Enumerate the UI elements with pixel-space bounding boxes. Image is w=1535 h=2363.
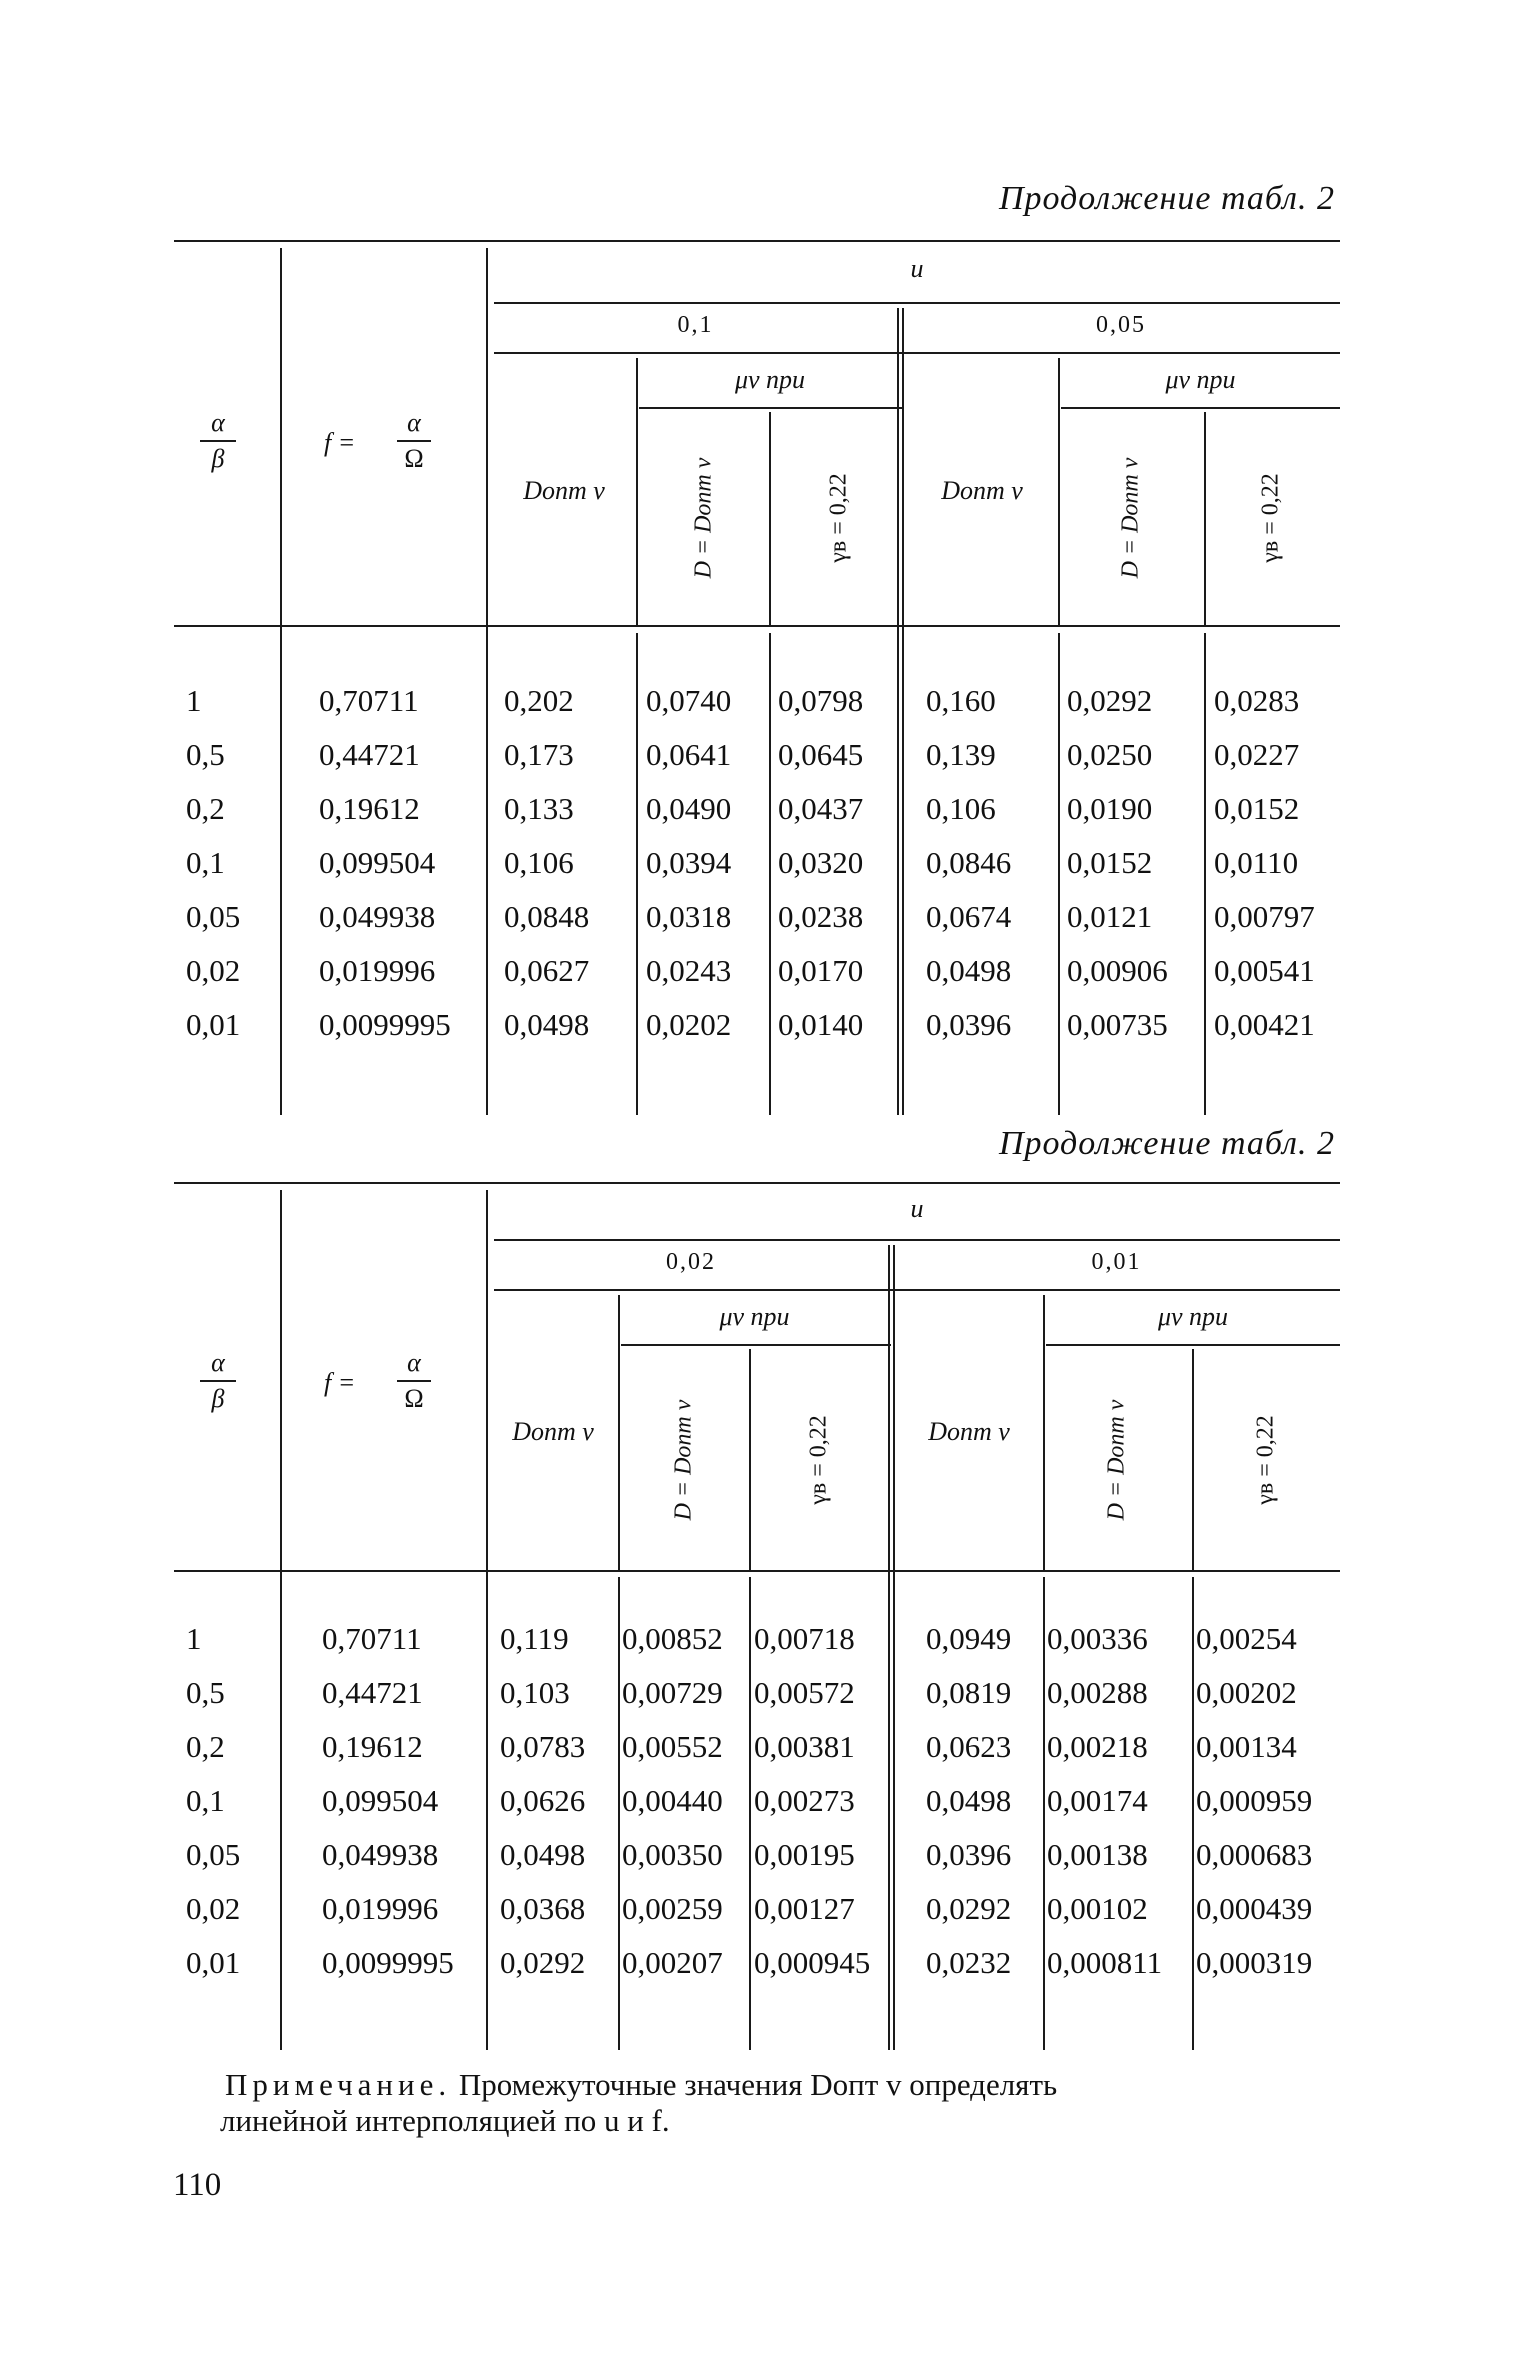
f-fraction: α Ω	[389, 410, 439, 472]
table-cell: 0,00102	[1047, 1891, 1148, 1926]
footnote-text: Промежуточные значения Dопт v определять	[458, 2067, 1058, 2102]
table-cell: 0,00202	[1196, 1675, 1297, 1710]
u-value-2: 0,01	[1091, 1249, 1142, 1275]
table-cell: 0,000811	[1047, 1945, 1163, 1980]
table-cell: 0,2	[186, 1729, 225, 1764]
table-cell: 0,0740	[646, 683, 732, 718]
table-caption: Продолжение табл. 2	[998, 180, 1335, 217]
table-cell: 0,70711	[319, 683, 419, 718]
sub-header-d: D = Dопт v	[690, 457, 717, 579]
footnote-label: Примечание.	[225, 2067, 452, 2102]
table-cell: 0,099504	[319, 845, 436, 880]
table-cell: 0,0292	[500, 1945, 586, 1980]
u-header: u	[910, 254, 924, 283]
table-cell: 0,000959	[1196, 1783, 1313, 1818]
table-cell: 0,02	[186, 1891, 241, 1926]
table-cell: 0,05	[186, 1837, 241, 1872]
sub-header-gamma: γв = 0,22	[825, 473, 852, 563]
table-cell: 0,00273	[754, 1783, 855, 1818]
table-cell: 0,00572	[754, 1675, 855, 1710]
table-cell: 0,106	[504, 845, 574, 880]
table-cell: 0,00541	[1214, 953, 1315, 988]
table-cell: 0,0498	[926, 953, 1012, 988]
table-cell: 0,0292	[1067, 683, 1153, 718]
table-cell: 0,106	[926, 791, 996, 826]
table-cell: 0,0140	[778, 1007, 864, 1042]
mu-header: μv при	[1157, 1302, 1229, 1331]
table-cell: 0,0396	[926, 1007, 1012, 1042]
table-cell: 0,0783	[500, 1729, 586, 1764]
table-cell: 0,00218	[1047, 1729, 1148, 1764]
table-cell: 0,0110	[1214, 845, 1299, 880]
table-cell: 0,0250	[1067, 737, 1153, 772]
table-cell: 0,160	[926, 683, 996, 718]
table-cell: 0,000319	[1196, 1945, 1313, 1980]
table-cell: 0,103	[500, 1675, 570, 1710]
table-cell: 0,00350	[622, 1837, 723, 1872]
footnote-line-1	[225, 2067, 1340, 2103]
table-cell: 0,000945	[754, 1945, 871, 1980]
dopt-header: Dопт v	[941, 476, 1023, 505]
table-cell: 0,00259	[622, 1891, 723, 1926]
table-cell: 0,1	[186, 845, 225, 880]
table-cell: 1	[186, 1621, 202, 1656]
table-cell: 0,00195	[754, 1837, 855, 1872]
table-cell: 0,00288	[1047, 1675, 1148, 1710]
table-cell: 0,0292	[926, 1891, 1012, 1926]
sub-header-d: D = Dопт v	[670, 1399, 697, 1521]
table-caption: Продолжение табл. 2	[998, 1125, 1335, 1162]
table-cell: 0,0202	[646, 1007, 732, 1042]
sub-header-gamma: γв = 0,22	[805, 1415, 832, 1505]
table-cell: 0,02	[186, 953, 241, 988]
table-cell: 0,00440	[622, 1783, 723, 1818]
f-header: f =	[324, 1368, 356, 1397]
table-cell: 0,0190	[1067, 791, 1153, 826]
table-cell: 0,0396	[926, 1837, 1012, 1872]
table-cell: 0,00174	[1047, 1783, 1148, 1818]
u-header: u	[910, 1194, 924, 1223]
u-value-1: 0,1	[677, 312, 714, 338]
table-cell: 0,0232	[926, 1945, 1012, 1980]
table-cell: 0,0490	[646, 791, 732, 826]
table-cell: 0,00797	[1214, 899, 1315, 934]
footnote-line-2: линейной интерполяцией по u и f.	[220, 2103, 670, 2138]
table-cell: 0,05	[186, 899, 241, 934]
sub-header-d: D = Dопт v	[1103, 1399, 1130, 1521]
table-cell: 0,0674	[926, 899, 1012, 934]
table-cell: 0,00852	[622, 1621, 723, 1656]
table-cell: 0,0627	[504, 953, 590, 988]
table-cell: 0,049938	[322, 1837, 439, 1872]
table-cell: 0,00138	[1047, 1837, 1148, 1872]
sub-header-d: D = Dопт v	[1117, 457, 1144, 579]
table-cell: 0,0645	[778, 737, 864, 772]
table-cell: 0,0170	[778, 953, 864, 988]
table-cell: 0,0798	[778, 683, 864, 718]
table-cell: 0,0848	[504, 899, 590, 934]
dopt-header: Dопт v	[523, 476, 605, 505]
table-cell: 0,00735	[1067, 1007, 1168, 1042]
table-cell: 0,2	[186, 791, 225, 826]
footnote	[220, 2067, 1340, 2139]
sub-header-gamma: γв = 0,22	[1257, 473, 1284, 563]
table-cell: 0,0394	[646, 845, 732, 880]
table-cell: 0,0152	[1214, 791, 1300, 826]
table-cell: 0,0283	[1214, 683, 1300, 718]
table-cell: 0,000439	[1196, 1891, 1313, 1926]
table-cell: 0,19612	[322, 1729, 423, 1764]
alpha-beta-header: α β	[188, 1350, 248, 1412]
f-header: f =	[324, 428, 356, 457]
table-cell: 0,1	[186, 1783, 225, 1818]
table-cell: 0,0498	[500, 1837, 586, 1872]
table-cell: 0,099504	[322, 1783, 439, 1818]
table-cell: 0,01	[186, 1007, 241, 1042]
dopt-header: Dопт v	[928, 1417, 1010, 1446]
table-cell: 0,44721	[319, 737, 420, 772]
table-cell: 0,0623	[926, 1729, 1012, 1764]
table-cell: 0,000683	[1196, 1837, 1313, 1872]
table-cell: 0,5	[186, 1675, 225, 1710]
mu-header: μv при	[719, 1302, 790, 1331]
f-fraction: α Ω	[389, 1350, 439, 1412]
u-value-2: 0,05	[1096, 312, 1146, 338]
mu-header: μv при	[1165, 365, 1236, 394]
table-cell: 0,00207	[622, 1945, 723, 1980]
table-cell: 0,173	[504, 737, 574, 772]
table-cell: 0,0437	[778, 791, 864, 826]
table-cell: 0,0152	[1067, 845, 1153, 880]
table-cell: 0,202	[504, 683, 574, 718]
table-cell: 0,00254	[1196, 1621, 1297, 1656]
table-cell: 0,0238	[778, 899, 864, 934]
table-cell: 0,139	[926, 737, 996, 772]
table-cell: 1	[186, 683, 202, 718]
table-cell: 0,049938	[319, 899, 436, 934]
table-cell: 0,0626	[500, 1783, 586, 1818]
table-cell: 0,0099995	[319, 1007, 451, 1042]
table-cell: 0,0121	[1067, 899, 1153, 934]
table-cell: 0,44721	[322, 1675, 423, 1710]
table-cell: 0,00729	[622, 1675, 723, 1710]
table-cell: 0,0318	[646, 899, 732, 934]
table-cell: 0,70711	[322, 1621, 422, 1656]
table-cell: 0,133	[504, 791, 574, 826]
table-cell: 0,0243	[646, 953, 732, 988]
table-cell: 0,0099995	[322, 1945, 454, 1980]
alpha-beta-header: α β	[188, 410, 248, 472]
table-cell: 0,019996	[319, 953, 436, 988]
table-cell: 0,0819	[926, 1675, 1012, 1710]
table-cell: 0,00552	[622, 1729, 723, 1764]
u-value-1: 0,02	[666, 1249, 716, 1275]
table-cell: 0,0498	[926, 1783, 1012, 1818]
mu-header: μv при	[734, 365, 806, 394]
table-cell: 0,00134	[1196, 1729, 1297, 1764]
table-cell: 0,0368	[500, 1891, 586, 1926]
table-cell: 0,01	[186, 1945, 241, 1980]
table-cell: 0,0498	[504, 1007, 590, 1042]
table-cell: 0,00906	[1067, 953, 1168, 988]
table-cell: 0,00127	[754, 1891, 855, 1926]
sub-header-gamma: γв = 0,22	[1252, 1415, 1279, 1505]
table-cell: 0,00718	[754, 1621, 855, 1656]
table-cell: 0,00381	[754, 1729, 855, 1764]
table-cell: 0,0320	[778, 845, 864, 880]
dopt-header: Dопт v	[512, 1417, 594, 1446]
table-cell: 0,0846	[926, 845, 1012, 880]
table-cell: 0,00336	[1047, 1621, 1148, 1656]
data-table	[174, 240, 1340, 1140]
page-number: 110	[173, 2167, 222, 2203]
table-cell: 0,019996	[322, 1891, 439, 1926]
table-cell: 0,119	[500, 1621, 569, 1656]
table-cell: 0,0227	[1214, 737, 1300, 772]
table-cell: 0,0641	[646, 737, 732, 772]
data-table	[174, 1182, 1340, 2082]
table-cell: 0,00421	[1214, 1007, 1315, 1042]
table-cell: 0,5	[186, 737, 225, 772]
table-cell: 0,19612	[319, 791, 420, 826]
table-cell: 0,0949	[926, 1621, 1012, 1656]
